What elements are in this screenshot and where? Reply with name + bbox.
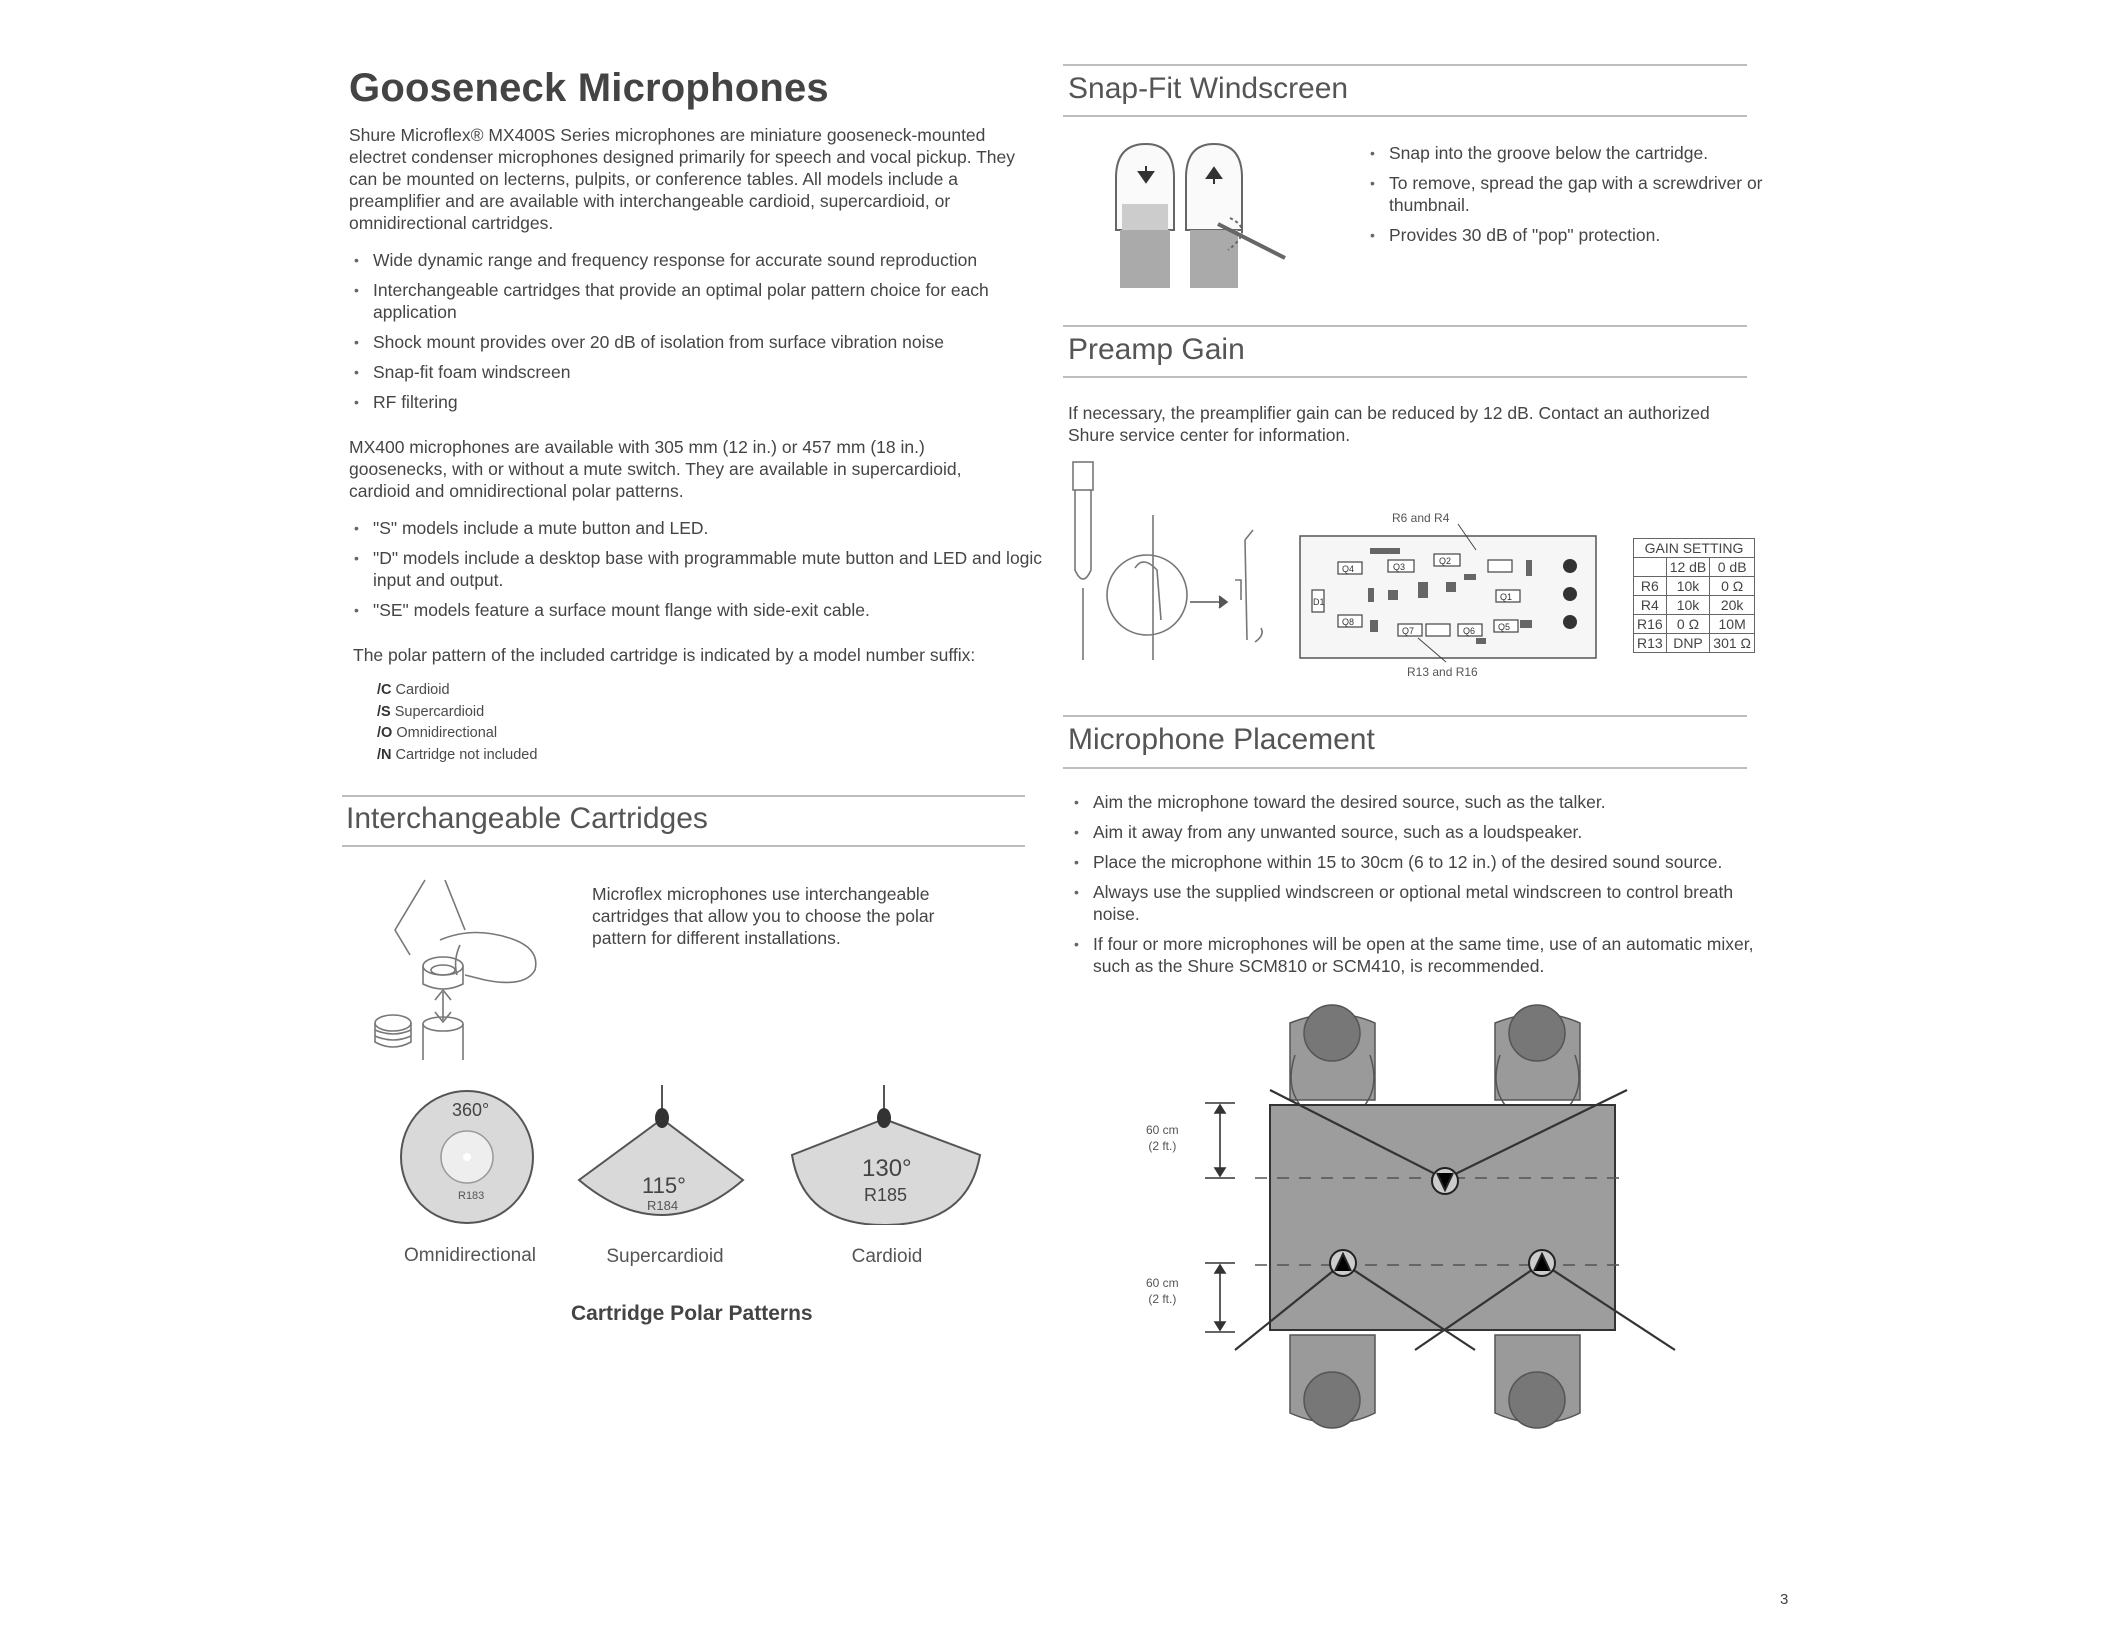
board-label: Q6 [1463, 626, 1476, 636]
list-item: • RF filtering [349, 391, 1039, 413]
supercardioid-angle: 115° [642, 1173, 686, 1198]
suffix-item: /O Omnidirectional [377, 725, 498, 741]
suffix-list [377, 680, 537, 766]
cartridge-swap-illustration [365, 870, 545, 1065]
board-label: Q5 [1498, 622, 1511, 632]
polar-patterns-caption: Cartridge Polar Patterns [571, 1302, 813, 1325]
preamp-heading: Preamp Gain [1068, 333, 1245, 366]
list-item: • Shock mount provides over 20 dB of isolation from surface vibration noise [349, 331, 1039, 353]
suffix-item: /C Cardioid [377, 682, 450, 698]
list-item: • Provides 30 dB of "pop" protection. [1365, 224, 1765, 246]
page-title: Gooseneck Microphones [349, 66, 829, 110]
board-label: Q8 [1342, 617, 1355, 627]
suffix-item: /S Supercardioid [377, 703, 485, 720]
page-number: 3 [1780, 1591, 1789, 1608]
suffix-intro: The polar pattern of the included cartridge is indicated by a model number suffix: [353, 645, 976, 665]
gain-col-header: 0 dB [1710, 558, 1755, 577]
section-rule [342, 845, 1025, 847]
model-list [349, 517, 1049, 629]
cartridges-text: Microflex microphones use interchangeable cartridges that allow you to choose the polar pattern for different installations. [592, 884, 935, 948]
windscreen-heading: Snap-Fit Windscreen [1068, 72, 1349, 105]
table-row: R13 DNP 301 Ω [1634, 634, 1755, 653]
omni-caption: Omnidirectional [404, 1245, 536, 1266]
list-item: • Aim the microphone toward the desired source, such as the talker. [1069, 791, 1769, 813]
list-item: • "SE" models feature a surface mount flange with side-exit cable. [349, 599, 1049, 621]
list-item: • Wide dynamic range and frequency response for accurate sound reproduction [349, 249, 1039, 271]
placement-heading: Microphone Placement [1068, 723, 1375, 756]
gain-table-header: GAIN SETTING [1634, 539, 1755, 558]
preamp-text: If necessary, the preamplifier gain can be reduced by 12 dB. Contact an authorized Shure service center for information. [1068, 403, 1710, 445]
list-item: • Snap into the groove below the cartridge. [1365, 142, 1765, 164]
list-item: • Interchangeable cartridges that provide an optimal polar pattern choice for each application [349, 279, 1039, 323]
section-rule [1063, 376, 1747, 378]
board-label: Q7 [1402, 626, 1415, 636]
list-item: • Aim it away from any unwanted source, such as a loudspeaker. [1069, 821, 1769, 843]
section-rule [1063, 715, 1747, 717]
feature-list [349, 249, 1039, 421]
board-label: Q2 [1439, 556, 1452, 566]
supercardioid-caption: Supercardioid [606, 1246, 724, 1267]
board-label: D1 [1313, 597, 1325, 607]
dimension-label-bottom: 60 cm (2 ft.) [1146, 1276, 1179, 1306]
list-item: • "D" models include a desktop base with programmable mute button and LED and logic input and output. [349, 547, 1049, 591]
list-item: • Snap-fit foam windscreen [349, 361, 1039, 383]
section-rule [1063, 325, 1747, 327]
supercardioid-part: R184 [647, 1198, 679, 1213]
placement-list [1069, 791, 1769, 985]
section-rule [342, 795, 1025, 797]
list-item: • To remove, spread the gap with a screwdriver or thumbnail. [1365, 172, 1765, 216]
section-rule [1063, 64, 1747, 66]
section-rule [1063, 115, 1747, 117]
omni-angle: 360° [452, 1100, 490, 1120]
list-item: • Place the microphone within 15 to 30cm (6 to 12 in.) of the desired sound source. [1069, 851, 1769, 873]
board-label: Q4 [1342, 564, 1355, 574]
cardioid-angle: 130° [862, 1155, 912, 1182]
models-paragraph: MX400 microphones are available with 305 mm (12 in.) or 457 mm (18 in.) goosenecks, with or without a mute switch. They are available in supercardioid, cardioid and omnidirectional polar patterns. [349, 437, 962, 501]
cartridges-heading: Interchangeable Cartridges [346, 802, 708, 835]
gain-col-header: 12 dB [1666, 558, 1710, 577]
windscreen-illustration [1110, 138, 1290, 298]
table-placement-diagram [1195, 995, 1685, 1440]
table-row: R4 10k 20k [1634, 596, 1755, 615]
omni-part: R183 [458, 1190, 485, 1202]
list-item: • Always use the supplied windscreen or optional metal windscreen to control breath noise. [1069, 881, 1769, 925]
circuit-board-diagram [1298, 520, 1603, 670]
r6-r4-label: R6 and R4 [1392, 511, 1450, 525]
table-row: R6 10k 0 Ω [1634, 577, 1755, 596]
table-row: R16 0 Ω 10M [1634, 615, 1755, 634]
windscreen-list [1365, 142, 1765, 254]
suffix-item: /N Cartridge not included [377, 746, 538, 763]
list-item: • If four or more microphones will be open at the same time, use of an automatic mixer, such as the Shure SCM810 or SCM410, is recommended. [1069, 933, 1769, 977]
cardioid-part: R185 [864, 1185, 908, 1205]
r13-r16-label: R13 and R16 [1407, 665, 1478, 679]
intro-paragraph: Shure Microflex® MX400S Series microphones are miniature gooseneck-mounted electret condenser microphones designed primarily for speech and vocal pickup. They can be mounted on lecterns, pulpits, or conference tables. All models include a preamplifier and are available with interchangeable cardioid, supercardioid, or omnidirectional cartridges. [349, 125, 1016, 233]
dimension-label-top: 60 cm (2 ft.) [1146, 1123, 1179, 1153]
board-label: Q1 [1500, 592, 1513, 602]
list-item: • "S" models include a mute button and LED. [349, 517, 1049, 539]
gain-setting-table [1633, 538, 1755, 653]
cardioid-caption: Cardioid [851, 1246, 923, 1267]
preamp-access-illustration [1065, 460, 1275, 665]
board-label: Q3 [1393, 562, 1406, 572]
section-rule [1063, 767, 1747, 769]
